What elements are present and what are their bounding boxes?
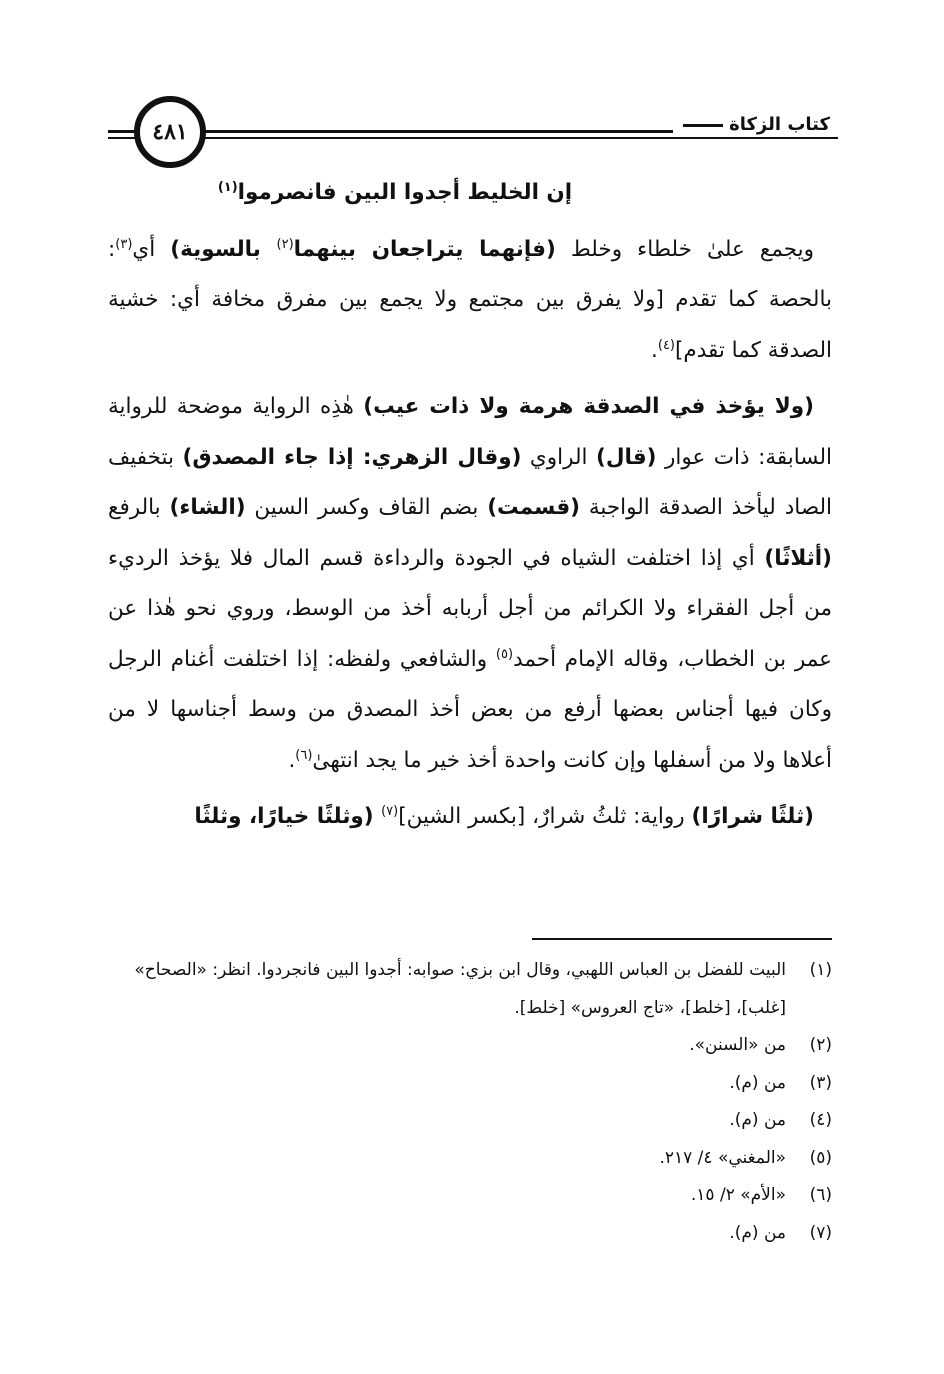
quoted-text: (وثلثًا خيارًا، وثلثًا <box>194 804 382 829</box>
footnote-number: (٣) <box>809 1072 832 1093</box>
main-text <box>108 168 832 849</box>
text-run: الراوي <box>521 444 597 470</box>
footnote-ref[interactable]: (١) <box>217 179 238 195</box>
running-title-text: كتاب الزكاة <box>729 114 830 135</box>
paragraph-1 <box>108 225 832 377</box>
footnote-text: من (م). <box>729 1072 786 1093</box>
text-run: رواية: ثلثُ شرارٌ، [بكسر الشين] <box>398 804 692 829</box>
quoted-text: (فإنهما يتراجعان بينهما <box>293 236 556 262</box>
quoted-text: (ثلثًا شرارًا) <box>691 804 814 829</box>
footnote-text: من «السنن». <box>689 1035 786 1055</box>
footnote-ref[interactable]: (٧) <box>381 803 399 819</box>
footnote-ref[interactable]: (٥) <box>495 646 514 662</box>
quoted-text: (الشاء) <box>169 495 246 520</box>
footnote-5 <box>108 1140 832 1178</box>
footnote-text: «المغني» ٤/ ٢١٧. <box>659 1147 786 1168</box>
footnote-ref[interactable]: (٤) <box>657 337 675 353</box>
footnote-text: من (م). <box>729 1110 786 1130</box>
footnote-number: (١) <box>809 960 832 980</box>
title-dash <box>683 124 723 127</box>
quoted-text: (قسمت) <box>487 495 580 520</box>
footnote-6 <box>108 1177 832 1215</box>
text-run: أي إذا اختلفت الشياه في الجودة والرداءة قسم المال فلا يؤخذ الرديء من أجل الفقراء ولا الكرائم من أجل أربابه أخذ من الوسط، وروي نحو هٰذا عن عمر بن الخطاب، وقاله الإمام أحمد <box>108 545 833 672</box>
quoted-text: بالسوية) <box>170 236 277 262</box>
text-run: بضم القاف وكسر السين <box>245 495 488 520</box>
text-run: بالرفع <box>108 495 170 520</box>
footnote-number: (٦) <box>809 1185 832 1205</box>
footnote-ref[interactable]: (٢) <box>276 236 294 252</box>
text-run: . <box>651 337 658 363</box>
footnote-4 <box>108 1102 832 1140</box>
footnote-text: من (م). <box>729 1222 786 1243</box>
footnote-7 <box>108 1215 832 1253</box>
footnote-text: البيت للفضل بن العباس اللهبي، وقال ابن بزي: صوابه: أجدوا البين فانجردوا. انظر: «الصحاح» [غلب]، [خلط]، «تاج العروس» [خلط]. <box>134 960 786 1018</box>
text-run: ويجمع علىٰ خلطاء وخلط <box>555 236 815 262</box>
quoted-text: (وقال الزهري: إذا جاء المصدق) <box>182 444 522 470</box>
footnote-number: (٥) <box>809 1147 832 1168</box>
page-header <box>108 96 838 176</box>
footnote-text: «الأم» ٢/ ١٥. <box>690 1185 786 1205</box>
footnote-2 <box>108 1027 832 1065</box>
text-run: هٰذِه الرواية موضحة للرواية السابقة: ذات عوار <box>108 394 832 470</box>
footnote-3 <box>108 1065 832 1103</box>
text-run: بتخفيف الصاد ليأخذ الصدقة الواجبة <box>108 444 832 520</box>
verse-line <box>108 168 832 219</box>
running-title <box>673 114 838 135</box>
footnote-number: (٧) <box>809 1222 832 1243</box>
text-run: والشافعي ولفظه: إذا اختلفت أغنام الرجل وكان فيها أجناس بعضها أرفع من بعض أخذ المصدق من وسط أجناسها لا من أعلاها ولا من أسفلها وإن كانت واحدة أخذ خير ما يجد انتهىٰ <box>108 646 832 773</box>
header-rule-thin <box>108 137 838 139</box>
text-run: أي <box>132 236 171 262</box>
quoted-text: (قال) <box>596 444 657 470</box>
text-run: : بالحصة كما تقدم [ولا يفرق بين مجتمع ولا يجمع بين مفرق مخافة أي: خشية الصدقة كما تقدم] <box>108 236 832 363</box>
paragraph-2 <box>108 382 832 786</box>
footnote-ref[interactable]: (٣) <box>115 236 133 252</box>
verse-text: إن الخليط أجدوا البين فانصرموا <box>237 180 573 205</box>
footnote-1 <box>108 952 832 1027</box>
footnote-number: (٢) <box>809 1035 832 1055</box>
footnote-number: (٤) <box>809 1110 832 1130</box>
page-number: ٤٨١ <box>134 96 206 168</box>
text-run: . <box>288 747 296 773</box>
quoted-text: (ولا يؤخذ في الصدقة هرمة ولا ذات عيب) <box>363 394 814 419</box>
paragraph-3 <box>108 792 832 843</box>
footnote-ref[interactable]: (٦) <box>295 747 313 763</box>
footnotes <box>108 952 832 1252</box>
quoted-text: (أثلاثًا) <box>764 545 832 571</box>
footnote-separator <box>532 938 832 940</box>
